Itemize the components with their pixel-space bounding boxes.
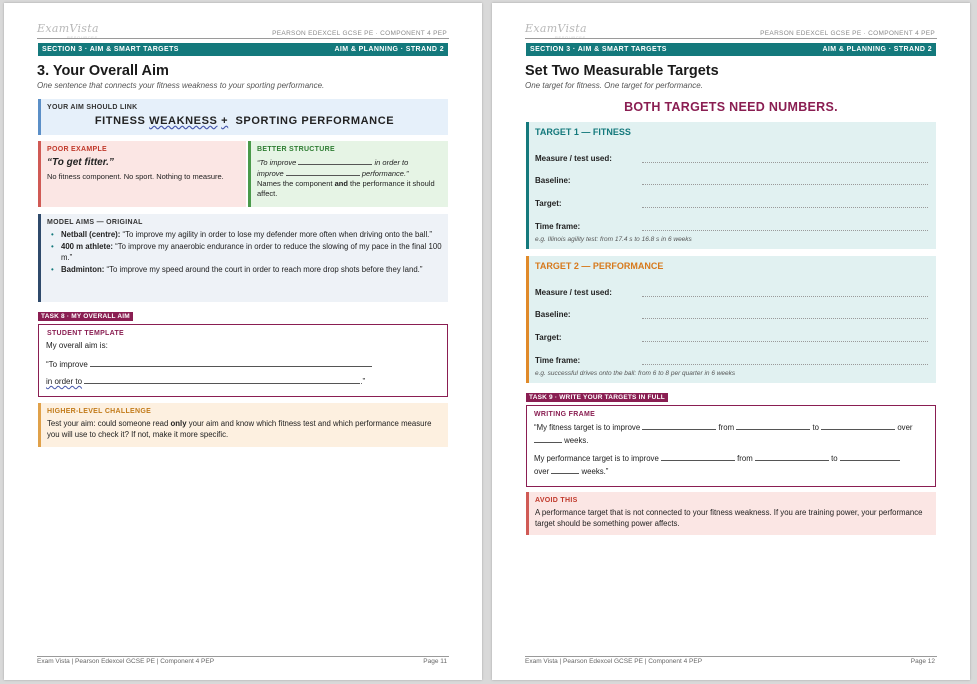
section-bar-right: AIM & PLANNING · STRAND 2 — [822, 46, 932, 53]
student-template-box — [38, 324, 448, 397]
t2-example: e.g. successful drives onto the ball: from 6 to 8 per quarter in 6 weeks — [535, 370, 736, 377]
t1-measure-label: Measure / test used: — [535, 154, 612, 163]
section-bar-left: SECTION 3 · AIM & SMART TARGETS — [42, 46, 179, 53]
model-aims-box — [38, 214, 448, 302]
logo-subtitle: RESOURCES — [555, 35, 586, 40]
t1-measure-line[interactable] — [642, 162, 928, 163]
performance-from-blank[interactable] — [755, 452, 829, 461]
model-aim-badminton: • Badminton: “To improve my speed around the court in order to reach more drop shots before they land.” — [51, 265, 423, 274]
t2-baseline-label: Baseline: — [535, 310, 571, 319]
t2-measure-line[interactable] — [642, 296, 928, 297]
t2-timeframe-line[interactable] — [642, 364, 928, 365]
frame-performance-line: My performance target is to improve from to over weeks.” — [534, 452, 929, 478]
template-blank-improve[interactable] — [90, 358, 372, 367]
page-11 — [4, 3, 482, 680]
model-aim-netball: • Netball (centre): “To improve my agility in order to lose my defender more often when driving onto the ball.” — [51, 230, 432, 239]
page-number: Page 11 — [423, 658, 447, 665]
aim-link-label: YOUR AIM SHOULD LINK — [47, 104, 138, 111]
t1-example: e.g. Illinois agility test: from 17.4 s to 16.8 s in 6 weeks — [535, 236, 692, 243]
target-2-box — [526, 256, 936, 383]
t1-timeframe-line[interactable] — [642, 230, 928, 231]
page-12 — [492, 3, 970, 680]
page-title: Set Two Measurable Targets — [525, 63, 719, 79]
blank-component[interactable] — [298, 156, 372, 165]
numbers-banner: BOTH TARGETS NEED NUMBERS. — [624, 100, 838, 114]
student-template-label: STUDENT TEMPLATE — [47, 330, 125, 337]
logo-subtitle: RESOURCES — [67, 35, 98, 40]
t2-target-line[interactable] — [642, 341, 928, 342]
template-line-3: in order to .” — [46, 377, 366, 386]
t2-target-label: Target: — [535, 333, 562, 342]
better-structure-line1: “To improve in order to — [257, 158, 409, 167]
t1-timeframe-label: Time frame: — [535, 222, 581, 231]
t2-timeframe-label: Time frame: — [535, 356, 581, 365]
page-subtitle: One target for fitness. One target for performance. — [525, 81, 703, 90]
poor-example-box — [38, 141, 246, 207]
fitness-from-blank[interactable] — [736, 421, 810, 430]
fitness-weeks-blank[interactable] — [534, 434, 562, 443]
poor-example-quote: “To get fitter.” — [47, 157, 114, 168]
template-line-2: “To improve — [46, 358, 372, 370]
avoid-this-label: AVOID THIS — [535, 497, 578, 504]
t1-target-label: Target: — [535, 199, 562, 208]
performance-to-blank[interactable] — [840, 452, 900, 461]
formula-plus: + — [221, 115, 229, 127]
header-course-label: PEARSON EDEXCEL GCSE PE · COMPONENT 4 PEP — [272, 30, 447, 37]
avoid-this-box — [526, 492, 936, 535]
task-8-tag: TASK 8 · MY OVERALL AIM — [38, 312, 133, 321]
model-aims-list — [47, 229, 442, 275]
performance-weeks-blank[interactable] — [551, 465, 579, 474]
challenge-label: HIGHER-LEVEL CHALLENGE — [47, 408, 152, 415]
fitness-to-blank[interactable] — [821, 421, 895, 430]
frame-fitness-line: “My fitness target is to improve from to over weeks. — [534, 423, 913, 445]
writing-frame-box — [526, 405, 936, 487]
t1-baseline-line[interactable] — [642, 184, 928, 185]
section-bar — [526, 43, 936, 56]
exam-vista-logo: ExamVista — [37, 22, 99, 35]
t2-baseline-line[interactable] — [642, 318, 928, 319]
footer-left: Exam Vista | Pearson Edexcel GCSE PE | Component 4 PEP — [525, 658, 703, 665]
template-line-1: My overall aim is: — [46, 341, 108, 350]
section-bar-left: SECTION 3 · AIM & SMART TARGETS — [530, 46, 667, 53]
formula-fitness: FITNESS — [94, 115, 146, 127]
section-bar-right: AIM & PLANNING · STRAND 2 — [334, 46, 444, 53]
footer-rule — [37, 656, 449, 657]
page-title: 3. Your Overall Aim — [37, 63, 169, 79]
poor-example-label: POOR EXAMPLE — [47, 146, 107, 153]
blank-performance[interactable] — [286, 167, 360, 176]
better-structure-note: Names the component and the performance it should affect. — [257, 179, 435, 198]
footer-rule — [525, 656, 937, 657]
page-number: Page 12 — [910, 658, 935, 665]
footer-left: Exam Vista | Pearson Edexcel GCSE PE | Component 4 PEP — [37, 658, 215, 665]
formula-weakness: WEAKNESS — [149, 115, 218, 127]
avoid-this-text: A performance target that is not connected to your fitness weakness. If you are training power, your performance target should be something power affects. — [535, 508, 923, 528]
performance-improve-blank[interactable] — [661, 452, 735, 461]
model-aim-400m: • 400 m athlete: “To improve my anaerobic endurance in order to reduce the slowing of my pace in the final 100 m.” — [51, 242, 442, 262]
aim-link-formula — [41, 115, 448, 127]
t1-target-line[interactable] — [642, 207, 928, 208]
header-rule — [525, 38, 937, 39]
better-structure-line2: improve performance.” — [257, 169, 409, 178]
target-2-title: TARGET 2 — PERFORMANCE — [535, 261, 664, 271]
challenge-text: Test your aim: could someone read only your aim and know which fitness test and which performance measure you will use to check it? If not, make it more specific. — [47, 419, 432, 439]
better-structure-label: BETTER STRUCTURE — [257, 146, 335, 153]
poor-example-note: No fitness component. No sport. Nothing to measure. — [47, 172, 224, 181]
template-blank-order[interactable] — [84, 375, 360, 384]
target-1-box — [526, 122, 936, 249]
writing-frame-label: WRITING FRAME — [534, 411, 596, 418]
aim-link-box — [38, 99, 448, 135]
exam-vista-logo: ExamVista — [525, 22, 587, 35]
t1-baseline-label: Baseline: — [535, 176, 571, 185]
formula-performance: SPORTING PERFORMANCE — [235, 115, 395, 127]
better-structure-box — [248, 141, 448, 207]
page-subtitle: One sentence that connects your fitness weakness to your sporting performance. — [37, 81, 325, 90]
section-bar — [38, 43, 448, 56]
model-aims-label: MODEL AIMS — ORIGINAL — [47, 219, 143, 226]
challenge-box — [38, 403, 448, 447]
t2-measure-label: Measure / test used: — [535, 288, 612, 297]
fitness-improve-blank[interactable] — [642, 421, 716, 430]
header-rule — [37, 38, 449, 39]
header-course-label: PEARSON EDEXCEL GCSE PE · COMPONENT 4 PEP — [760, 30, 935, 37]
target-1-title: TARGET 1 — FITNESS — [535, 127, 631, 137]
task-9-tag: TASK 9 · WRITE YOUR TARGETS IN FULL — [526, 393, 668, 402]
